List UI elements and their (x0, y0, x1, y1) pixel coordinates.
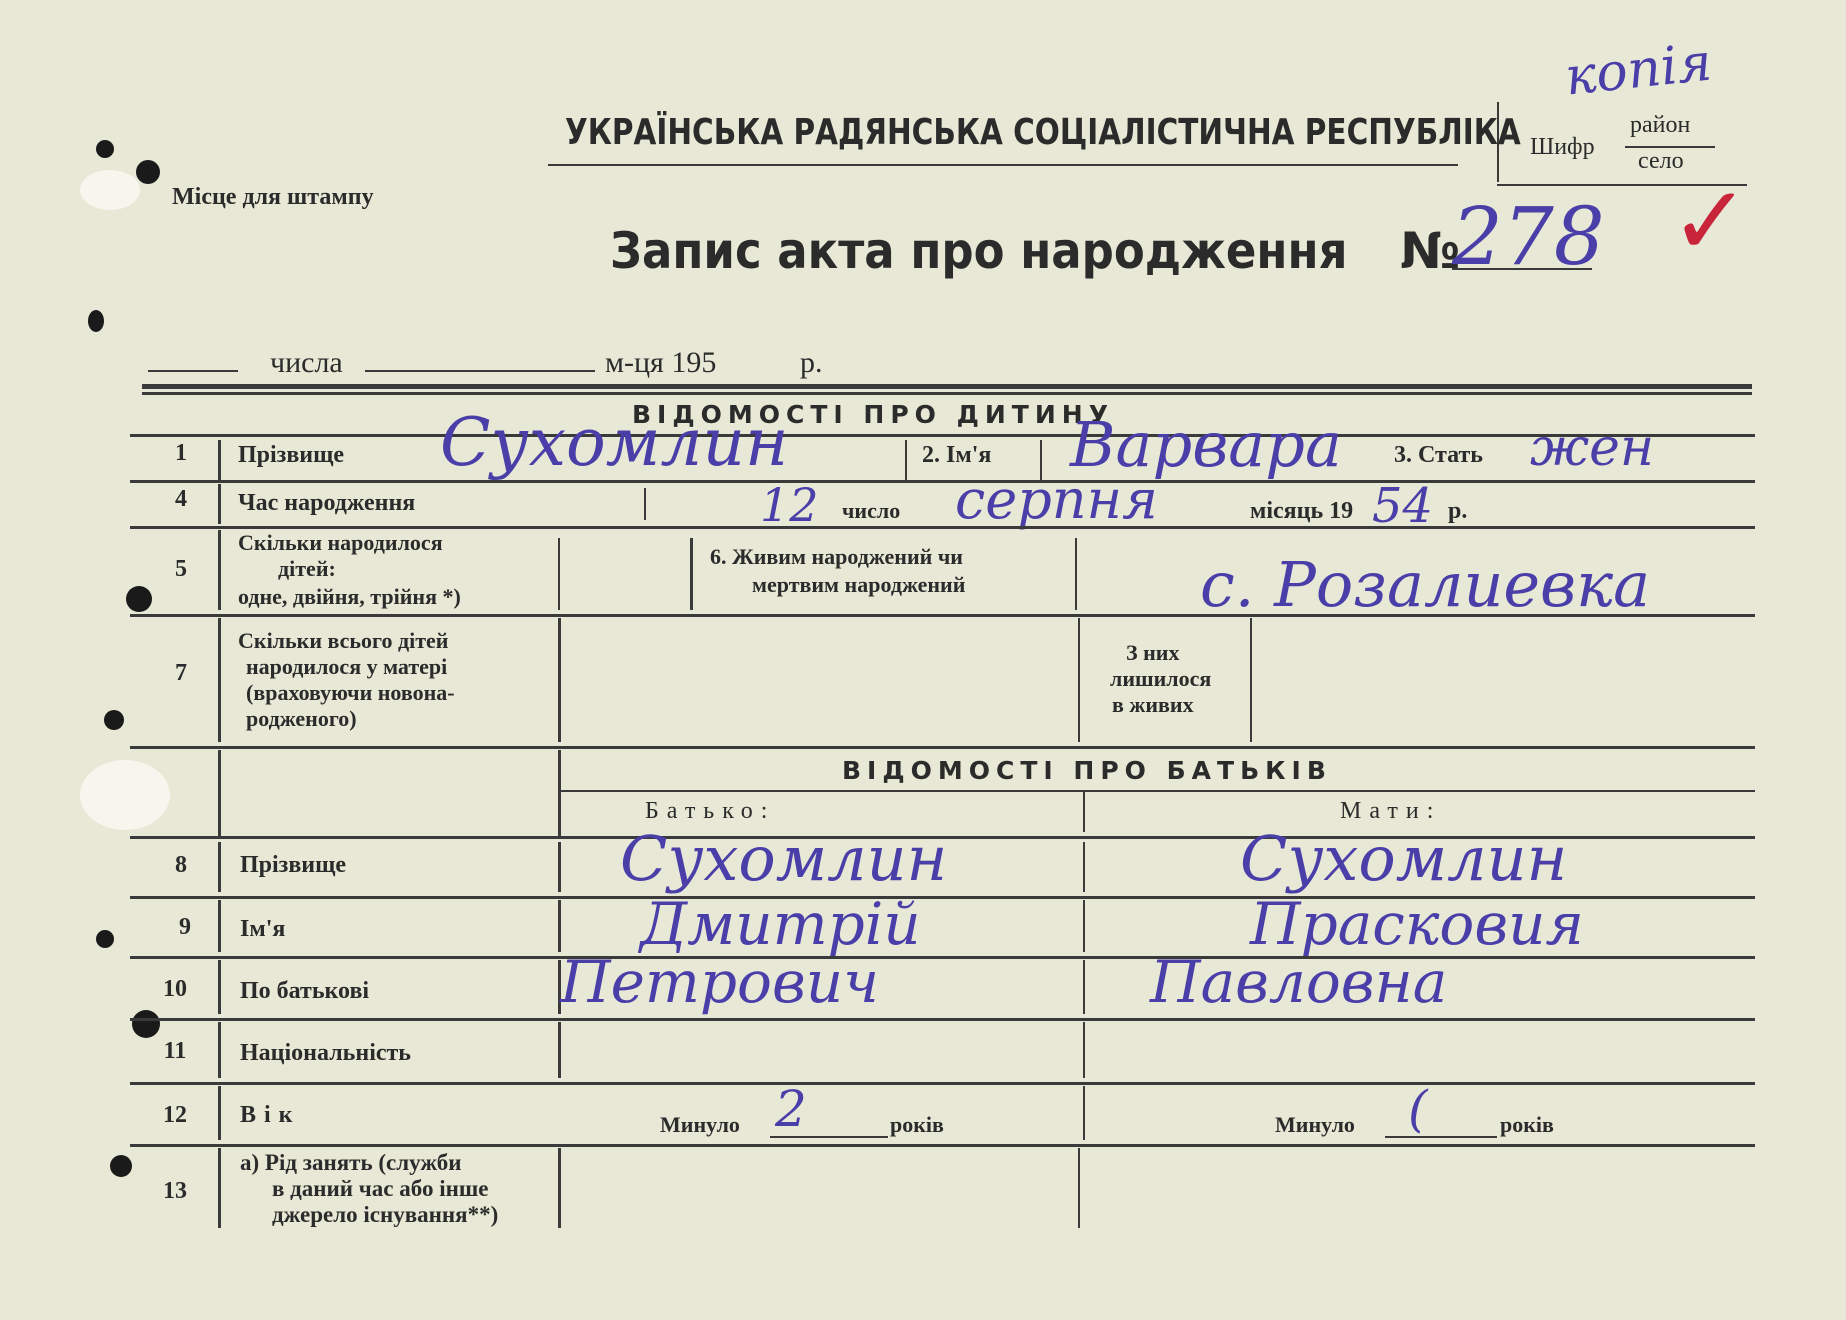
col-line (218, 440, 221, 480)
col-line (218, 1022, 221, 1078)
col-line (905, 440, 907, 480)
row-line (130, 434, 1755, 437)
copy-note: копія (1562, 32, 1715, 108)
mother-name-value: Прасковия (1250, 890, 1584, 958)
total-label-4: родженого) (246, 706, 357, 731)
col-line (218, 750, 221, 836)
punch-hole (104, 710, 124, 730)
col-line (1250, 618, 1252, 742)
table-top-rule-2 (142, 392, 1752, 395)
col-line (218, 960, 221, 1014)
republic-heading: УКРАЇНСЬКА РАДЯНСЬКА СОЦІАЛІСТИЧНА РЕСПУБЛІКА (565, 112, 1521, 153)
row-line (130, 746, 1755, 749)
col-line (1075, 538, 1077, 610)
col-line (558, 750, 561, 836)
child-sex-label: 3. Стать (1394, 442, 1483, 468)
row-line (130, 614, 1755, 617)
month-suffix: м-ця 195 (605, 346, 717, 379)
child-name-label: 2. Ім'я (922, 442, 992, 468)
col-line (218, 530, 221, 610)
row-number: 10 (163, 976, 187, 1002)
row-line (130, 1018, 1755, 1021)
col-line (218, 1148, 221, 1228)
number-sign: № (1400, 222, 1461, 280)
punch-hole (96, 140, 114, 158)
mother-age-blank (1385, 1136, 1497, 1138)
punch-hole (126, 586, 152, 612)
punch-hole (132, 1010, 160, 1038)
child-surname-label: Прізвище (238, 442, 345, 468)
row-number: 9 (179, 914, 191, 940)
month-word: місяць 19 (1250, 498, 1354, 524)
punch-hole (136, 160, 160, 184)
number-underline (1452, 268, 1592, 270)
col-line (1083, 960, 1085, 1014)
col-line (218, 900, 221, 952)
row-number: 12 (163, 1102, 187, 1128)
year-word: р. (1448, 498, 1468, 524)
col-line (558, 1148, 561, 1228)
child-sex-value: жен (1530, 418, 1655, 478)
mother-age-scribble: ( (1408, 1080, 1428, 1138)
row-number: 13 (163, 1178, 187, 1204)
father-patronymic-value: Петрович (560, 948, 880, 1016)
cipher-divider (1497, 102, 1499, 182)
count-label-2: дітей: (278, 556, 336, 581)
year-suffix: р. (800, 346, 823, 379)
col-line (644, 488, 646, 520)
parent-surname-label: Прізвище (240, 852, 347, 878)
parents-section-heading: ВІДОМОСТІ ПРО БАТЬКІВ (842, 756, 1332, 785)
row-number: 4 (175, 486, 187, 512)
row-number: 11 (163, 1038, 187, 1064)
col-line (218, 484, 221, 524)
month-blank (365, 370, 595, 372)
birth-time-label: Час народження (238, 490, 416, 516)
col-line (1083, 1022, 1085, 1078)
col-line (1083, 900, 1085, 952)
father-heading: Батько: (645, 798, 776, 824)
col-line (558, 1022, 561, 1078)
day-word: число (842, 498, 901, 523)
child-section-heading: ВІДОМОСТІ ПРО ДИТИНУ (632, 400, 1114, 429)
father-age-years: років (890, 1112, 944, 1137)
col-line (558, 618, 561, 742)
total-label-3: (враховуючи новона- (246, 680, 455, 705)
punch-hole (96, 930, 114, 948)
total-label-1: Скільки всього дітей (238, 628, 449, 653)
nationality-label: Національність (240, 1040, 411, 1066)
patronymic-label: По батькові (240, 978, 370, 1004)
cipher-village: село (1638, 148, 1684, 174)
mother-patronymic-value: Павловна (1150, 948, 1448, 1016)
mother-surname-value: Сухомлин (1240, 822, 1568, 895)
living-label-1: З них (1126, 640, 1180, 665)
day-suffix: числа (270, 346, 343, 379)
living-label-2: лишилося (1110, 666, 1212, 691)
row-line (130, 1082, 1755, 1085)
col-line (690, 538, 693, 610)
father-age-scribble: 2 (775, 1080, 807, 1138)
birth-day-value: 12 (760, 478, 819, 532)
birth-month-value: серпня (955, 468, 1158, 531)
row-number: 8 (175, 852, 187, 878)
col-line (1083, 842, 1085, 892)
paper-tear (80, 760, 170, 830)
col-line (558, 842, 561, 892)
cipher-district: район (1630, 112, 1691, 138)
col-line (1083, 792, 1085, 832)
parent-name-label: Ім'я (240, 916, 286, 942)
col-line (1078, 1148, 1080, 1228)
punch-hole (110, 1155, 132, 1177)
col-line (1083, 1086, 1085, 1140)
col-line (1078, 618, 1080, 742)
document-title: Запис акта про народження (610, 222, 1348, 280)
alive-label-1: 6. Живим народжений чи (710, 544, 963, 569)
col-line (218, 1086, 221, 1140)
paper-tear (80, 170, 140, 210)
child-name-value: Варвара (1070, 408, 1342, 481)
col-line (218, 618, 221, 742)
occupation-label-3: джерело існування**) (272, 1202, 499, 1227)
day-blank (148, 370, 238, 372)
row-number: 7 (175, 660, 187, 686)
col-line (558, 538, 560, 610)
mother-heading: Мати: (1340, 798, 1442, 824)
stamp-place-label: Місце для штампу (172, 184, 374, 210)
row-line (130, 480, 1755, 483)
count-label-3: одне, двійня, трійня *) (238, 584, 461, 609)
occupation-label-2: в даний час або інше (272, 1176, 489, 1201)
father-name-value: Дмитрій (640, 890, 921, 958)
row-line (560, 790, 1755, 792)
record-number: 278 (1452, 190, 1605, 283)
row-number: 5 (175, 556, 187, 582)
table-top-rule (142, 384, 1752, 389)
father-age-passed: Минуло (660, 1112, 740, 1137)
check-mark-icon: ✓ (1670, 165, 1751, 277)
col-line (218, 842, 221, 892)
heading-underline (548, 164, 1458, 166)
total-label-2: народилося у матері (246, 654, 448, 679)
living-label-3: в живих (1112, 692, 1194, 717)
cipher-label: Шифр (1530, 134, 1595, 160)
col-line (558, 900, 561, 952)
row-line (130, 526, 1755, 529)
age-label: Вік (240, 1102, 301, 1128)
row-line (130, 1144, 1755, 1147)
count-label-1: Скільки народилося (238, 530, 443, 555)
row-number: 1 (175, 440, 187, 466)
birth-place-value: с. Розалиевка (1200, 548, 1651, 621)
punch-hole (88, 310, 104, 332)
mother-age-passed: Минуло (1275, 1112, 1355, 1137)
alive-label-2: мертвим народжений (752, 572, 966, 597)
row-line (130, 956, 1755, 959)
occupation-label-1: а) Рід занять (служби (240, 1150, 462, 1175)
birth-year-value: 54 (1372, 478, 1434, 534)
mother-age-years: років (1500, 1112, 1554, 1137)
child-surname-value: Сухомлин (440, 404, 789, 481)
father-surname-value: Сухомлин (620, 822, 948, 895)
